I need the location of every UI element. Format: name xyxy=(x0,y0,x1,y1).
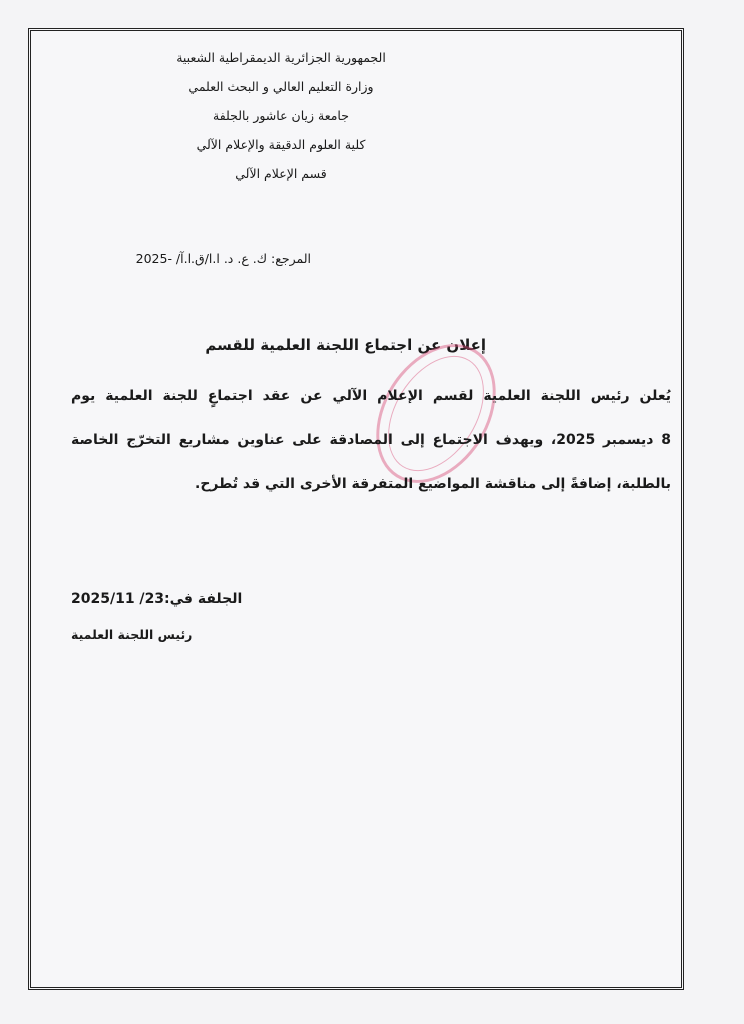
reference-number: المرجع: ك. ع. د. ا.ا/ق.ا.آ/ -2025 xyxy=(135,251,311,266)
body-line-2: 8 ديسمبر 2025، ويهدف الاجتماع إلى المصادقة على عناوين مشاريع التخرّج الخاصة xyxy=(71,432,671,448)
notice-title: إعلان عن اجتماع اللجنة العلمية للقسم xyxy=(205,336,486,354)
place-and-date: الجلفة في:23/ 2025/11 xyxy=(71,591,243,607)
signatory-title: رئيس اللجنة العلمية xyxy=(71,627,193,642)
body-line-3: بالطلبة، إضافةً إلى مناقشة المواضيع المتفرقة الأخرى التي قد تُطرح. xyxy=(195,476,671,492)
header-department: قسم الإعلام الآلي xyxy=(235,166,327,181)
header-country: الجمهورية الجزائرية الديمقراطية الشعبية xyxy=(176,50,386,65)
header-university: جامعة زيان عاشور بالجلفة xyxy=(213,108,349,123)
header-ministry: وزارة التعليم العالي و البحث العلمي xyxy=(188,79,374,94)
notice-body xyxy=(71,374,671,506)
document-frame xyxy=(28,28,684,990)
header-faculty: كلية العلوم الدقيقة والإعلام الآلي xyxy=(196,137,366,152)
body-line-1: يُعلن رئيس اللجنة العلمية لقسم الإعلام الآلي عن عقد اجتماعٍ للجنة العلمية يوم xyxy=(71,388,671,404)
letterhead xyxy=(91,43,471,188)
